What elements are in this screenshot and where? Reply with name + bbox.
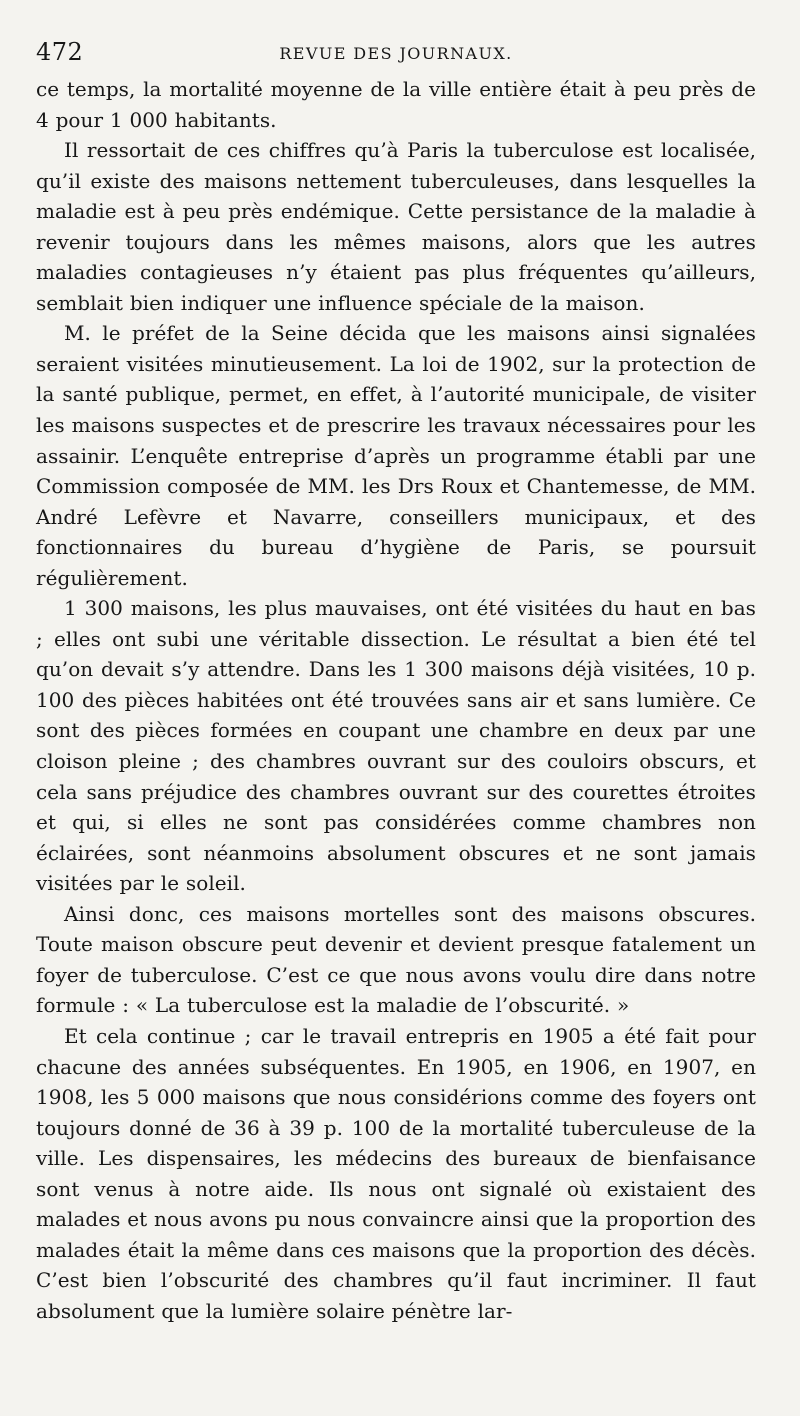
paragraph-continuing-work: Et cela continue ; car le travail entrepris en 1905 a été fait pour chacune des années subséquentes. En 1905, en 1906, en 1907, en 1908, les 5 000 maisons que nous considérions comme des foyers ont toujours donné de 36 à 39 p. 100 de la mortalité tuberculeuse de la ville. Les dispensaires, les médecins des bureaux de bienfaisance sont venus à notre aide. Ils nous ont signalé où existaient des malades et nous avons pu nous convaincre ainsi que la proportion des malades était la même dans ces maisons que la proportion des décès. C’est bien l’obscurité des chambres qu’il faut incriminer. Il faut absolument que la lumière solaire pénètre lar- [36, 1023, 756, 1323]
paragraph-house-visits: 1 300 maisons, les plus mauvaises, ont été visitées du haut en bas ; elles ont subi une véritable dissection. Le résultat a bien été tel qu’on devait s’y attendre. Dans les 1 300 maisons déjà visitées, 10 p. 100 des pièces habitées ont été trouvées sans air et sans lumière. Ce sont des pièces formées en coupant une chambre en deux par une cloison pleine ; des chambres ouvrant sur des couloirs obscurs, et cela sans préjudice des chambres ouvrant sur des courettes étroites et qui, si elles ne sont pas considérées comme chambres non éclairées, sont néanmoins absolument obscures et ne sont jamais visitées par le soleil. [36, 596, 756, 896]
paragraph-continuation: ce temps, la mortalité moyenne de la ville entière était à peu près de 4 pour 1 000 habitants. [36, 77, 756, 132]
article-body [36, 74, 756, 1326]
page-number: 472 [36, 38, 84, 66]
paragraph-localisation: Il ressortait de ces chiffres qu’à Paris la tuberculose est localisée, qu’il existe des maisons nettement tuberculeuses, dans lesquelles la maladie est à peu près endémique. Cette persistance de la maladie à revenir toujours dans les mêmes maisons, alors que les autres maladies contagieuses n’y étaient pas plus fréquentes qu’ailleurs, semblait bien indiquer une influence spéciale de la maison. [36, 138, 756, 315]
running-head [36, 36, 756, 74]
journal-title: REVUE DES JOURNAUX. [279, 44, 513, 63]
paragraph-prefect-decision: M. le préfet de la Seine décida que les maisons ainsi signalées seraient visitées minutieusement. La loi de 1902, sur la protection de la santé publique, permet, en effet, à l’autorité municipale, de visiter les maisons suspectes et de prescrire les travaux nécessaires pour les assainir. L’enquête entreprise d’après un programme établi par une Commission composée de MM. les Drs Roux et Chantemesse, de MM. André Lefèvre et Navarre, conseillers municipaux, et des fonctionnaires du bureau d’hygiène de Paris, se poursuit régulièrement. [36, 321, 756, 590]
paragraph-dark-houses: Ainsi donc, ces maisons mortelles sont des maisons obscures. Toute maison obscure peut devenir et devient presque fatalement un foyer de tuberculose. C’est ce que nous avons voulu dire dans notre formule : « La tuberculose est la maladie de l’obscurité. » [36, 901, 756, 1018]
